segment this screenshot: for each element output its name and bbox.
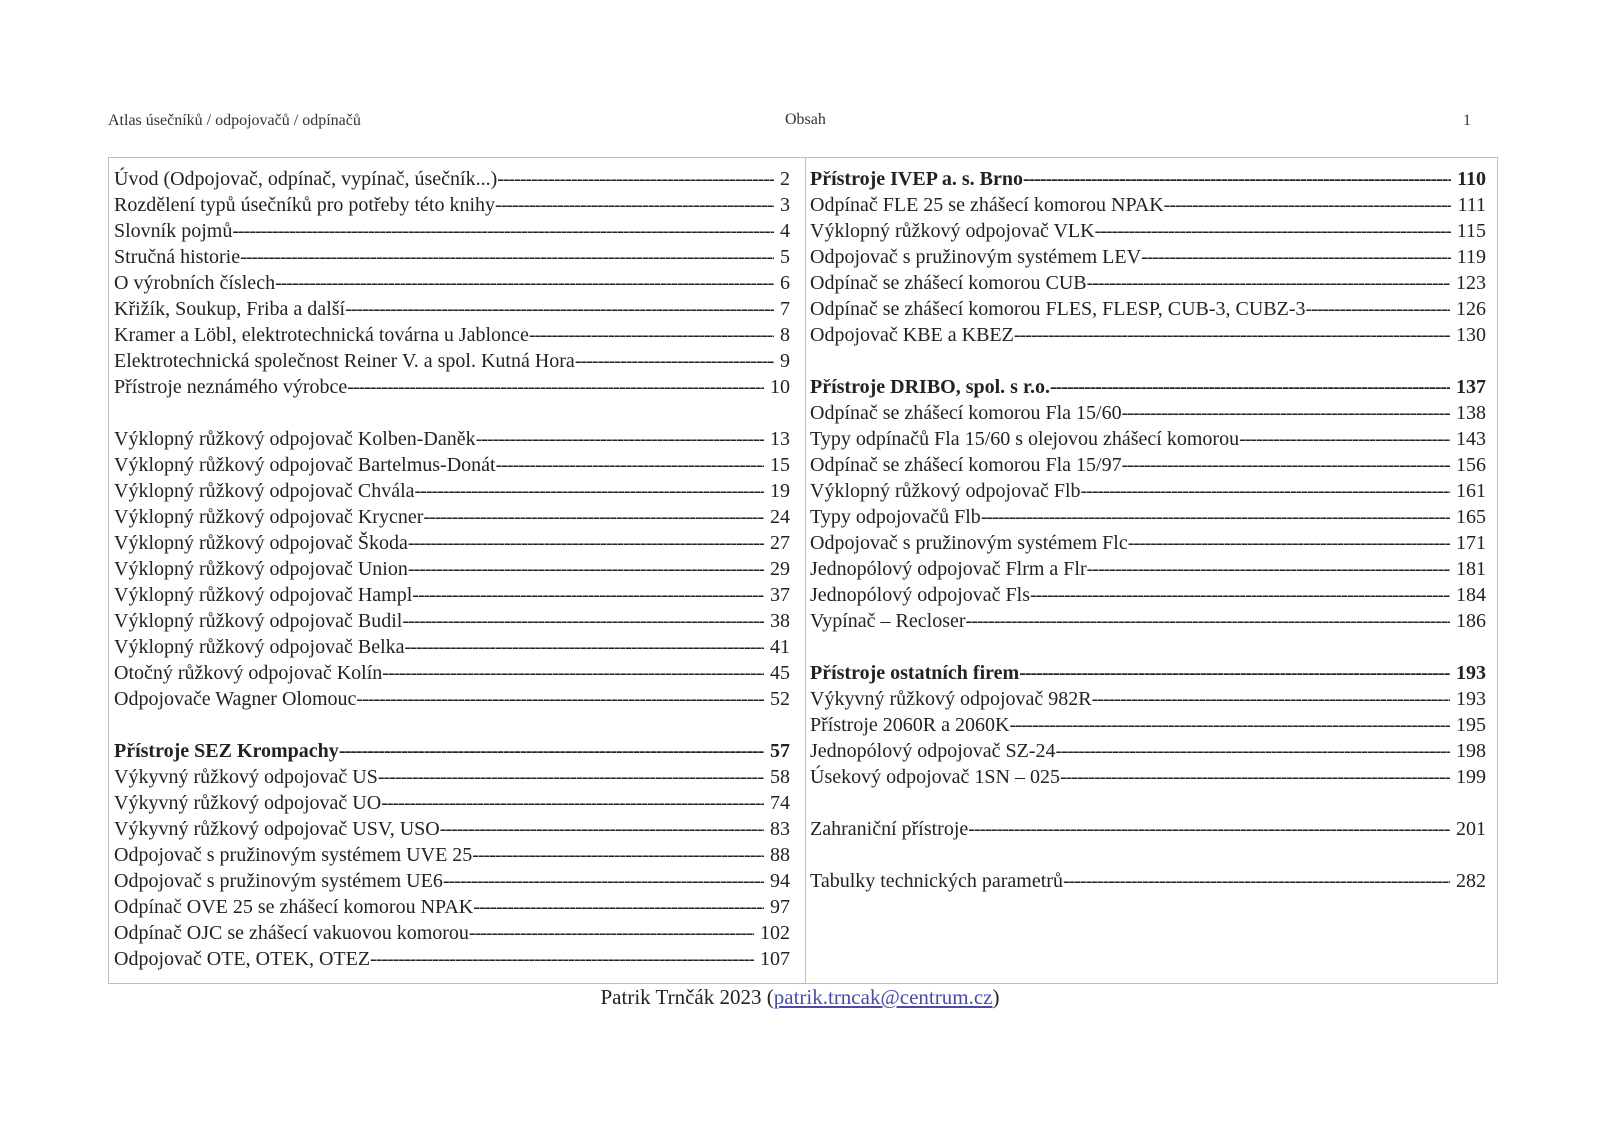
toc-entry-title: Výklopný růžkový odpojovač Union xyxy=(114,558,408,580)
toc-entry-title: Odpojovač s pružinovým systémem UVE 25 xyxy=(114,844,473,866)
toc-dash-leader xyxy=(232,218,774,244)
toc-entry-page: 110 xyxy=(1457,168,1486,190)
toc-entry-title: Výklopný růžkový odpojovač Chvála xyxy=(114,480,415,502)
toc-dash-leader xyxy=(370,946,754,972)
toc-dash-leader xyxy=(966,608,1450,634)
running-header-section: Obsah xyxy=(785,111,826,128)
toc-section-heading[interactable] xyxy=(810,166,1486,192)
toc-entry-page: 57 xyxy=(770,740,790,762)
toc-entry-page: 282 xyxy=(1456,870,1486,892)
toc-dash-leader xyxy=(1122,452,1450,478)
page-number: 1 xyxy=(1463,112,1471,129)
toc-entry-page: 6 xyxy=(780,272,790,294)
toc-entry[interactable] xyxy=(114,634,790,660)
toc-entry-page: 143 xyxy=(1456,428,1486,450)
toc-dash-leader xyxy=(356,686,764,712)
toc-entry-title: Odpínač se zhášecí komorou CUB xyxy=(810,272,1087,294)
toc-dash-leader xyxy=(378,764,764,790)
toc-entry[interactable] xyxy=(810,712,1486,738)
footer xyxy=(0,985,1600,1010)
toc-entry-page: 161 xyxy=(1456,480,1486,502)
toc-dash-leader xyxy=(968,816,1450,842)
toc-dash-leader xyxy=(476,426,764,452)
toc-entry[interactable] xyxy=(114,296,790,322)
toc-dash-leader xyxy=(408,530,764,556)
toc-entry-page: 58 xyxy=(770,766,790,788)
toc-entry-page: 181 xyxy=(1456,558,1486,580)
toc-right-column xyxy=(810,166,1486,894)
toc-entry[interactable] xyxy=(810,192,1486,218)
toc-entry[interactable] xyxy=(810,868,1486,894)
footer-author: Patrik Trnčák 2023 ( xyxy=(600,985,774,1009)
toc-entry-title: Výklopný růžkový odpojovač VLK xyxy=(810,220,1095,242)
toc-dash-leader xyxy=(473,894,764,920)
toc-entry-title: Elektrotechnická společnost Reiner V. a spol. Kutná Hora xyxy=(114,350,575,372)
toc-dash-leader xyxy=(1050,374,1450,400)
toc-entry-title: Kramer a Löbl, elektrotechnická továrna u Jablonce xyxy=(114,324,529,346)
toc-dash-leader xyxy=(1019,660,1450,686)
toc-entry[interactable] xyxy=(114,348,790,374)
toc-entry[interactable] xyxy=(810,478,1486,504)
toc-entry-title: Zahraniční přístroje xyxy=(810,818,969,840)
toc-dash-leader xyxy=(345,296,774,322)
toc-entry[interactable] xyxy=(810,608,1486,634)
toc-entry[interactable] xyxy=(810,556,1486,582)
column-divider xyxy=(805,157,806,984)
toc-dash-leader xyxy=(496,452,764,478)
toc-dash-leader xyxy=(497,166,774,192)
toc-entry-page: 94 xyxy=(770,870,790,892)
toc-entry-page: 126 xyxy=(1456,298,1486,320)
toc-entry-title: Výklopný růžkový odpojovač Belka xyxy=(114,636,405,658)
toc-entry-title: Odpínač FLE 25 se zhášecí komorou NPAK xyxy=(810,194,1164,216)
toc-entry-page: 115 xyxy=(1456,220,1486,242)
toc-entry-page: 119 xyxy=(1456,246,1486,268)
toc-entry-title: O výrobních číslech xyxy=(114,272,276,294)
toc-entry[interactable] xyxy=(114,868,790,894)
toc-entry-title: Odpínač se zhášecí komorou FLES, FLESP, CUB-3, CUBZ-3 xyxy=(810,298,1306,320)
toc-entry-page: 10 xyxy=(770,376,790,398)
toc-entry[interactable] xyxy=(810,504,1486,530)
toc-entry[interactable] xyxy=(810,582,1486,608)
toc-entry-title: Křižík, Soukup, Friba a další xyxy=(114,298,346,320)
toc-entry[interactable] xyxy=(114,556,790,582)
toc-section-heading[interactable] xyxy=(114,738,790,764)
toc-entry-title: Odpojovač KBE a KBEZ xyxy=(810,324,1014,346)
toc-entry[interactable] xyxy=(810,686,1486,712)
toc-dash-leader xyxy=(405,634,765,660)
toc-entry-page: 184 xyxy=(1456,584,1486,606)
toc-entry-page: 19 xyxy=(770,480,790,502)
toc-entry-page: 5 xyxy=(780,246,790,268)
toc-entry[interactable] xyxy=(810,296,1486,322)
toc-dash-leader xyxy=(412,582,764,608)
toc-entry[interactable] xyxy=(114,166,790,192)
toc-entry[interactable] xyxy=(114,842,790,868)
toc-entry-page: 171 xyxy=(1456,532,1486,554)
toc-dash-leader xyxy=(1087,556,1450,582)
toc-dash-leader xyxy=(415,478,765,504)
toc-entry-title: Rozdělení typů úsečníků pro potřeby této knihy xyxy=(114,194,496,216)
toc-dash-leader xyxy=(1056,738,1450,764)
toc-entry-title: Výklopný růžkový odpojovač Hampl xyxy=(114,584,413,606)
toc-entry-page: 8 xyxy=(780,324,790,346)
toc-left-column xyxy=(114,166,790,972)
toc-section-heading[interactable] xyxy=(810,374,1486,400)
toc-entry-title: Odpínač OJC se zhášecí vakuovou komorou xyxy=(114,922,469,944)
toc-entry-title: Přístroje DRIBO, spol. s r.o. xyxy=(810,376,1050,398)
toc-entry-page: 123 xyxy=(1456,272,1486,294)
toc-entry[interactable] xyxy=(114,686,790,712)
toc-entry-title: Úvod (Odpojovač, odpínač, vypínač, úsečník...) xyxy=(114,168,498,190)
toc-dash-leader xyxy=(1009,712,1450,738)
toc-dash-leader xyxy=(1092,686,1450,712)
toc-entry[interactable] xyxy=(810,322,1486,348)
toc-entry[interactable] xyxy=(114,452,790,478)
toc-entry[interactable] xyxy=(114,946,790,972)
toc-entry-title: Odpínač se zhášecí komorou Fla 15/60 xyxy=(810,402,1122,424)
toc-dash-leader xyxy=(1060,764,1450,790)
toc-dash-leader xyxy=(339,738,764,764)
toc-entry[interactable] xyxy=(114,504,790,530)
toc-entry-page: 201 xyxy=(1456,818,1486,840)
section-gap xyxy=(810,348,1486,374)
toc-entry-page: 37 xyxy=(770,584,790,606)
toc-dash-leader xyxy=(443,868,764,894)
toc-entry-title: Odpojovače Wagner Olomouc xyxy=(114,688,357,710)
toc-dash-leader xyxy=(1081,478,1450,504)
toc-entry[interactable] xyxy=(114,790,790,816)
toc-entry-title: Výklopný růžkový odpojovač Krycner xyxy=(114,506,424,528)
toc-entry[interactable] xyxy=(810,530,1486,556)
toc-entry-title: Přístroje neznámého výrobce xyxy=(114,376,348,398)
toc-entry-page: 195 xyxy=(1456,714,1486,736)
toc-entry-page: 130 xyxy=(1456,324,1486,346)
toc-entry-title: Stručná historie xyxy=(114,246,241,268)
toc-dash-leader xyxy=(1164,192,1452,218)
toc-entry-page: 83 xyxy=(770,818,790,840)
toc-entry-page: 74 xyxy=(770,792,790,814)
toc-dash-leader xyxy=(1128,530,1450,556)
toc-entry[interactable] xyxy=(114,608,790,634)
toc-dash-leader xyxy=(1030,582,1450,608)
toc-entry[interactable] xyxy=(114,426,790,452)
toc-entry[interactable] xyxy=(114,192,790,218)
section-gap xyxy=(114,400,790,426)
toc-entry-title: Typy odpojovačů Flb xyxy=(810,506,981,528)
toc-dash-leader xyxy=(1095,218,1451,244)
toc-dash-leader xyxy=(382,660,764,686)
toc-entry-page: 45 xyxy=(770,662,790,684)
toc-entry-page: 15 xyxy=(770,454,790,476)
toc-entry-title: Odpojovač s pružinovým systémem LEV xyxy=(810,246,1142,268)
toc-entry[interactable] xyxy=(114,894,790,920)
toc-entry-page: 198 xyxy=(1456,740,1486,762)
toc-dash-leader xyxy=(402,608,764,634)
toc-section-heading[interactable] xyxy=(810,660,1486,686)
toc-entry-title: Odpojovač s pružinovým systémem UE6 xyxy=(114,870,443,892)
toc-dash-leader xyxy=(347,374,764,400)
toc-entry-page: 138 xyxy=(1456,402,1486,424)
toc-entry-title: Odpojovač OTE, OTEK, OTEZ xyxy=(114,948,371,970)
toc-entry[interactable] xyxy=(114,478,790,504)
toc-entry[interactable] xyxy=(114,218,790,244)
toc-entry-title: Výkyvný růžkový odpojovač US xyxy=(114,766,378,788)
toc-dash-leader xyxy=(495,192,774,218)
toc-entry[interactable] xyxy=(114,920,790,946)
toc-entry-title: Přístroje IVEP a. s. Brno xyxy=(810,168,1023,190)
toc-entry-title: Výklopný růžkový odpojovač Škoda xyxy=(114,532,408,554)
toc-dash-leader xyxy=(1023,166,1451,192)
toc-dash-leader xyxy=(1122,400,1450,426)
toc-entry-title: Odpojovač s pružinovým systémem Flc xyxy=(810,532,1128,554)
toc-entry-page: 88 xyxy=(770,844,790,866)
toc-dash-leader xyxy=(469,920,754,946)
toc-entry-page: 4 xyxy=(780,220,790,242)
toc-dash-leader xyxy=(275,270,774,296)
toc-dash-leader xyxy=(1239,426,1450,452)
toc-entry-title: Odpínač OVE 25 se zhášecí komorou NPAK xyxy=(114,896,474,918)
toc-entry-page: 3 xyxy=(780,194,790,216)
toc-dash-leader xyxy=(381,790,764,816)
toc-entry-page: 52 xyxy=(770,688,790,710)
toc-entry-page: 137 xyxy=(1456,376,1486,398)
toc-entry-title: Výklopný růžkový odpojovač Flb xyxy=(810,480,1081,502)
toc-entry-title: Výkyvný růžkový odpojovač UO xyxy=(114,792,382,814)
toc-entry-title: Typy odpínačů Fla 15/60 s olejovou zhášecí komorou xyxy=(810,428,1240,450)
toc-entry-page: 27 xyxy=(770,532,790,554)
toc-entry[interactable] xyxy=(810,400,1486,426)
toc-dash-leader xyxy=(440,816,764,842)
toc-entry[interactable] xyxy=(114,582,790,608)
toc-entry-page: 41 xyxy=(770,636,790,658)
toc-entry-page: 186 xyxy=(1456,610,1486,632)
section-gap xyxy=(810,790,1486,816)
toc-entry[interactable] xyxy=(114,322,790,348)
toc-entry-page: 7 xyxy=(780,298,790,320)
toc-entry[interactable] xyxy=(114,530,790,556)
toc-entry-page: 2 xyxy=(780,168,790,190)
toc-entry-page: 102 xyxy=(760,922,790,944)
toc-dash-leader xyxy=(1141,244,1451,270)
toc-entry[interactable] xyxy=(810,244,1486,270)
running-header-title: Atlas úsečníků / odpojovačů / odpínačů xyxy=(108,112,361,129)
toc-entry-title: Tabulky technických parametrů xyxy=(810,870,1063,892)
toc-entry-title: Vypínač – Recloser xyxy=(810,610,966,632)
footer-close: ) xyxy=(992,985,1000,1009)
toc-entry[interactable] xyxy=(114,270,790,296)
toc-entry-title: Jednopólový odpojovač Flrm a Flr xyxy=(810,558,1087,580)
toc-entry[interactable] xyxy=(810,426,1486,452)
toc-entry-title: Otočný růžkový odpojovač Kolín xyxy=(114,662,383,684)
toc-entry-title: Slovník pojmů xyxy=(114,220,233,242)
toc-entry[interactable] xyxy=(810,218,1486,244)
toc-entry-page: 165 xyxy=(1456,506,1486,528)
toc-entry-title: Jednopólový odpojovač SZ-24 xyxy=(810,740,1056,762)
toc-entry-page: 38 xyxy=(770,610,790,632)
toc-entry-title: Výklopný růžkový odpojovač Budil xyxy=(114,610,403,632)
toc-entry-page: 156 xyxy=(1456,454,1486,476)
section-gap xyxy=(114,712,790,738)
toc-entry[interactable] xyxy=(114,244,790,270)
toc-entry-title: Výklopný růžkový odpojovač Kolben-Daněk xyxy=(114,428,476,450)
toc-dash-leader xyxy=(981,504,1450,530)
toc-entry-page: 111 xyxy=(1457,194,1486,216)
section-gap xyxy=(810,842,1486,868)
toc-entry-title: Přístroje SEZ Krompachy xyxy=(114,740,339,762)
toc-entry[interactable] xyxy=(810,816,1486,842)
toc-dash-leader xyxy=(575,348,774,374)
toc-entry-title: Přístroje 2060R a 2060K xyxy=(810,714,1010,736)
toc-dash-leader xyxy=(1063,868,1450,894)
toc-entry-title: Úsekový odpojovač 1SN – 025 xyxy=(810,766,1060,788)
toc-entry[interactable] xyxy=(114,660,790,686)
toc-entry-page: 193 xyxy=(1456,662,1486,684)
toc-entry-title: Výkyvný růžkový odpojovač 982R xyxy=(810,688,1092,710)
toc-entry[interactable] xyxy=(114,374,790,400)
toc-entry-page: 199 xyxy=(1456,766,1486,788)
toc-dash-leader xyxy=(1087,270,1450,296)
toc-dash-leader xyxy=(529,322,774,348)
toc-dash-leader xyxy=(240,244,774,270)
toc-entry[interactable] xyxy=(114,764,790,790)
toc-entry-title: Odpínač se zhášecí komorou Fla 15/97 xyxy=(810,454,1122,476)
toc-dash-leader xyxy=(1014,322,1450,348)
toc-entry-page: 107 xyxy=(760,948,790,970)
toc-entry[interactable] xyxy=(810,452,1486,478)
section-gap xyxy=(810,634,1486,660)
toc-dash-leader xyxy=(408,556,764,582)
toc-entry-page: 24 xyxy=(770,506,790,528)
toc-entry-title: Přístroje ostatních firem xyxy=(810,662,1020,684)
toc-entry-page: 193 xyxy=(1456,688,1486,710)
toc-entry-page: 97 xyxy=(770,896,790,918)
footer-email-link[interactable]: patrik.trncak@centrum.cz xyxy=(773,985,993,1009)
toc-entry-page: 9 xyxy=(780,350,790,372)
toc-dash-leader xyxy=(472,842,764,868)
toc-dash-leader xyxy=(1306,296,1450,322)
toc-entry-title: Jednopólový odpojovač Fls xyxy=(810,584,1030,606)
toc-entry-title: Výklopný růžkový odpojovač Bartelmus-Donát xyxy=(114,454,496,476)
toc-entry[interactable] xyxy=(810,270,1486,296)
toc-entry[interactable] xyxy=(810,764,1486,790)
toc-entry-title: Výkyvný růžkový odpojovač USV, USO xyxy=(114,818,440,840)
toc-dash-leader xyxy=(423,504,764,530)
toc-entry[interactable] xyxy=(114,816,790,842)
toc-entry-page: 29 xyxy=(770,558,790,580)
toc-entry-page: 13 xyxy=(770,428,790,450)
toc-entry[interactable] xyxy=(810,738,1486,764)
